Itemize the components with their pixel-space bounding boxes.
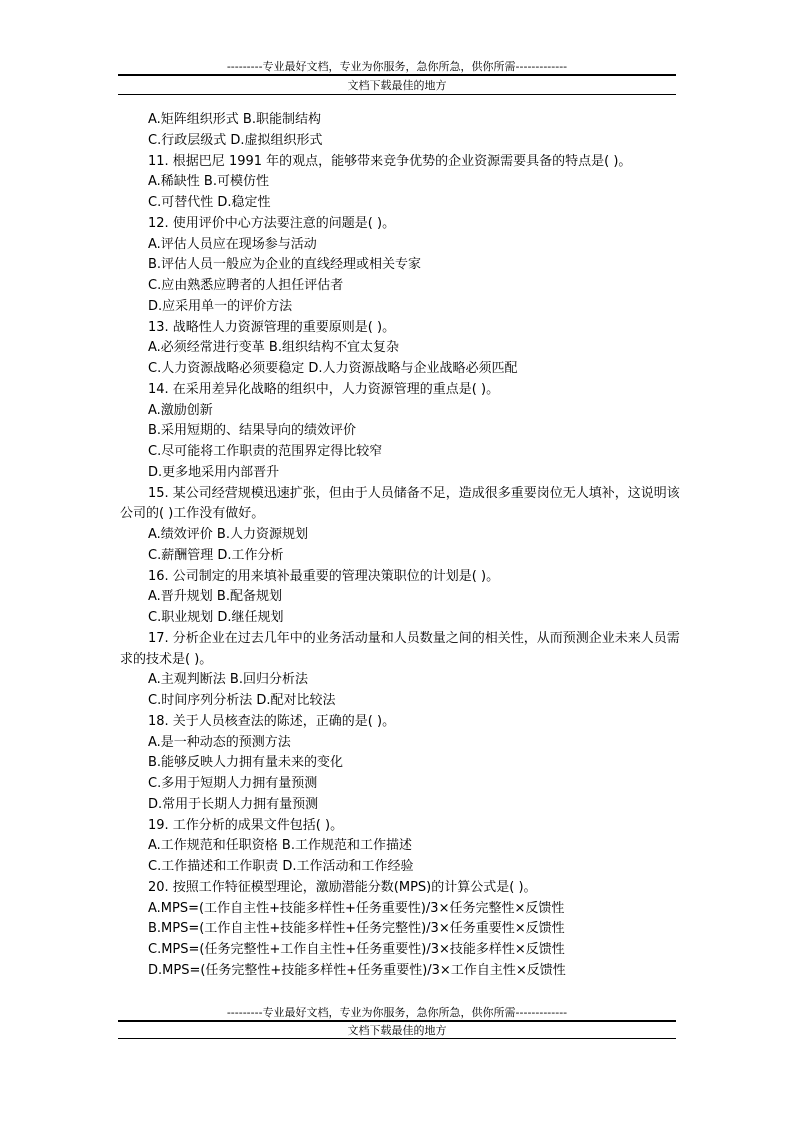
document-body <box>120 110 680 982</box>
option-line: A.是一种动态的预测方法 <box>148 734 291 750</box>
option-line: C.工作描述和工作职责 D.工作活动和工作经验 <box>148 859 414 874</box>
option-line: D.常用于长期人力拥有量预测 <box>148 796 319 812</box>
option-line: D.应采用单一的评价方法 <box>148 298 293 314</box>
footer-tagline: ---------专业最好文档，专业为你服务，急你所急，供你所需------------- <box>226 1006 568 1019</box>
question-11: 11. 根据巴尼 1991 年的观点，能够带来竞争优势的企业资源需要具备的特点是( )。 <box>148 153 632 169</box>
option-line: C.职业规划 D.继任规划 <box>148 610 284 625</box>
option-line: C.行政层级式 D.虚拟组织形式 <box>148 132 323 148</box>
option-line: D.更多地采用内部晋升 <box>148 464 280 480</box>
option-line: B.能够反映人力拥有量未来的变化 <box>148 755 344 771</box>
option-line: A.工作规范和任职资格 B.工作规范和工作描述 <box>148 838 412 854</box>
question-20: 20. 按照工作特征模型理论，激励潜能分数(MPS)的计算公式是( )。 <box>148 879 537 895</box>
option-line: C.多用于短期人力拥有量预测 <box>148 776 318 791</box>
option-line: A.必须经常进行变革 B.组织结构不宜太复杂 <box>148 340 399 356</box>
header-tagline: ---------专业最好文档，专业为你服务，急你所急，供你所需------------- <box>226 60 568 73</box>
header-rule-top <box>118 74 676 76</box>
question-17: 17. 分析企业在过去几年中的业务活动量和人员数量之间的相关性，从而预测企业未来人员需求的技术是( )。 <box>120 630 680 667</box>
option-line: A.晋升规划 B.配备规划 <box>148 589 282 605</box>
option-line: C.可替代性 D.稳定性 <box>148 195 271 210</box>
option-line: C.尽可能将工作职责的范围界定得比较窄 <box>148 444 383 459</box>
option-line: A.主观判断法 B.回归分析法 <box>148 672 308 688</box>
option-line: C.时间序列分析法 D.配对比较法 <box>148 693 336 708</box>
header-rule-bottom <box>118 94 676 95</box>
footer-rule-bottom <box>118 1038 676 1039</box>
option-line: A.稀缺性 B.可模仿性 <box>148 174 269 190</box>
option-line: A.绩效评价 B.人力资源规划 <box>148 527 308 542</box>
question-14: 14. 在采用差异化战略的组织中，人力资源管理的重点是( )。 <box>148 381 500 397</box>
footer-subtitle: 文档下载最佳的地方 <box>347 1024 447 1037</box>
option-line: A.激励创新 <box>148 402 213 418</box>
question-16: 16. 公司制定的用来填补最重要的管理决策职位的计划是( )。 <box>148 568 500 584</box>
option-line: D.MPS=(任务完整性+技能多样性+任务重要性)/3×工作自主性×反馈性 <box>148 962 566 978</box>
option-line: C.薪酬管理 D.工作分析 <box>148 547 284 563</box>
option-line: B.采用短期的、结果导向的绩效评价 <box>148 423 357 439</box>
option-line: A.评估人员应在现场参与活动 <box>148 236 317 252</box>
option-line: B.MPS=(工作自主性+技能多样性+任务完整性)/3×任务重要性×反馈性 <box>148 921 565 937</box>
question-12: 12. 使用评价中心方法要注意的问题是( )。 <box>148 215 396 231</box>
question-13: 13. 战略性人力资源管理的重要原则是( )。 <box>148 319 396 335</box>
option-line: A.MPS=(工作自主性+技能多样性+任务重要性)/3×任务完整性×反馈性 <box>148 900 565 916</box>
header-subtitle: 文档下载最佳的地方 <box>347 79 447 92</box>
option-line: A.矩阵组织形式 B.职能制结构 <box>148 112 321 127</box>
question-15: 15. 某公司经营规模迅速扩张，但由于人员储备不足，造成很多重要岗位无人填补，这说明该公司的( )工作没有做好。 <box>120 485 680 522</box>
question-18: 18. 关于人员核查法的陈述，正确的是( )。 <box>148 713 396 729</box>
option-line: B.评估人员一般应为企业的直线经理或相关专家 <box>148 257 422 273</box>
option-line: C.人力资源战略必须要稳定 D.人力资源战略与企业战略必须匹配 <box>148 361 518 376</box>
option-line: C.应由熟悉应聘者的人担任评估者 <box>148 278 344 293</box>
question-19: 19. 工作分析的成果文件包括( )。 <box>148 817 344 833</box>
option-line: C.MPS=(任务完整性+工作自主性+任务重要性)/3×技能多样性×反馈性 <box>148 942 565 957</box>
